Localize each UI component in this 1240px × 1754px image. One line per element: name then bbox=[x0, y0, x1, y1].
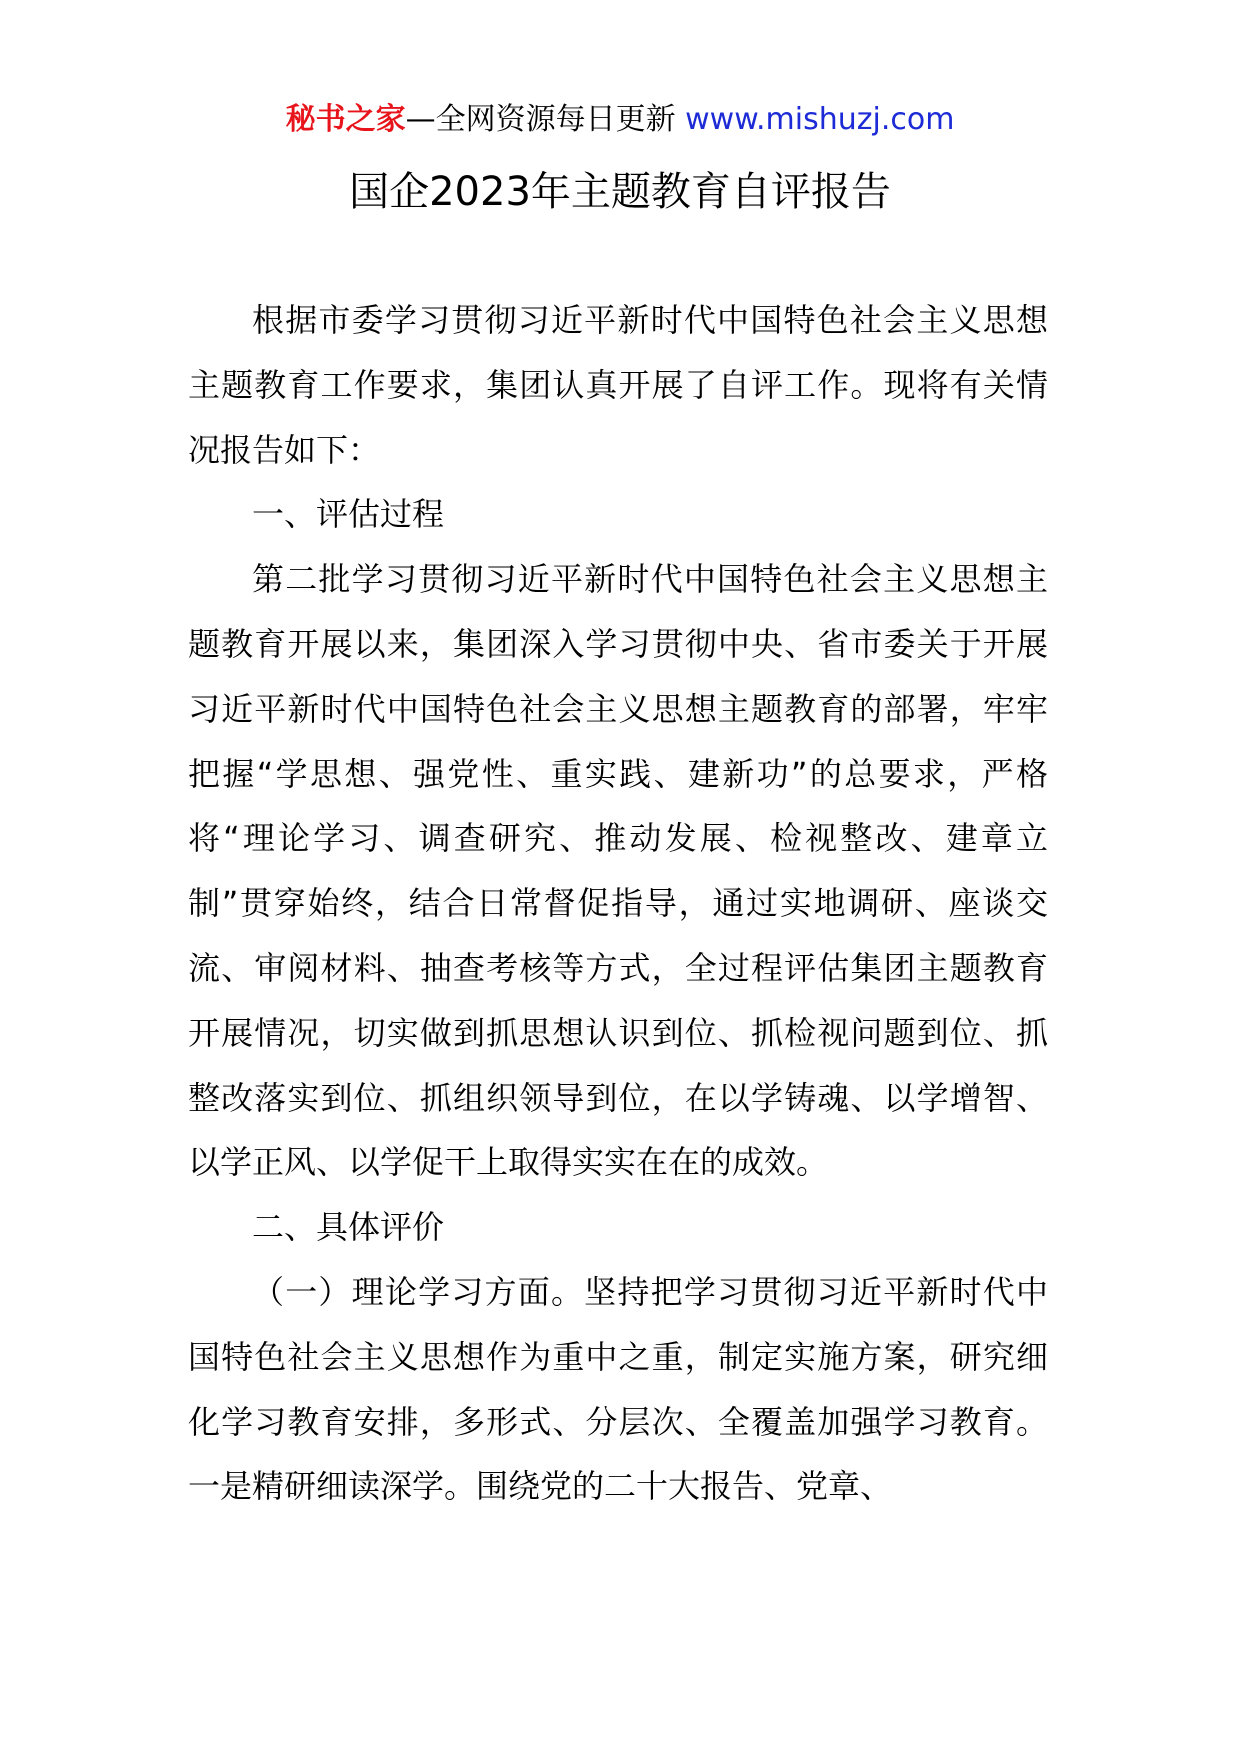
site-tagline: —全网资源每日更新 bbox=[405, 102, 686, 137]
intro-paragraph: 根据市委学习贯彻习近平新时代中国特色社会主义思想主题教育工作要求，集团认真开展了自评工作。现将有关情况报告如下： bbox=[188, 301, 1048, 469]
document-title: 国企2023年主题教育自评报告 bbox=[349, 169, 891, 215]
section-heading-specific-evaluation: 二、具体评价 bbox=[252, 1208, 445, 1247]
evaluation-process-paragraph: 第二批学习贯彻习近平新时代中国特色社会主义思想主题教育开展以来，集团深入学习贯彻中央、省市委关于开展习近平新时代中国特色社会主义思想主题教育的部署，牢牢把握“学思想、强党性、重实践、建新功”的总要求，严格将“理论学习、调查研究、推动发展、检视整改、建章立制”贯穿始终，结合日常督促指导，通过实地调研、座谈交流、审阅材料、抽查考核等方式，全过程评估集团主题教育开展情况，切实做到抓思想认识到位、抓检视问题到位、抓整改落实到位、抓组织领导到位，在以学铸魂、以学增智、以学正风、以学促干上取得实实在在的成效。 bbox=[188, 560, 1048, 1182]
document-body bbox=[188, 288, 1048, 1519]
site-brand: 秘书之家 bbox=[285, 102, 406, 137]
theory-study-paragraph: （一）理论学习方面。坚持把学习贯彻习近平新时代中国特色社会主义思想作为重中之重，制定实施方案，研究细化学习教育安排，多形式、分层次、全覆盖加强学习教育。一是精研细读深学。围绕党的二十大报告、党章、 bbox=[188, 1272, 1048, 1506]
site-url-link[interactable]: www.mishuzj.com bbox=[685, 102, 955, 137]
section-heading-evaluation-process: 一、评估过程 bbox=[252, 495, 445, 534]
site-header bbox=[0, 98, 1240, 142]
